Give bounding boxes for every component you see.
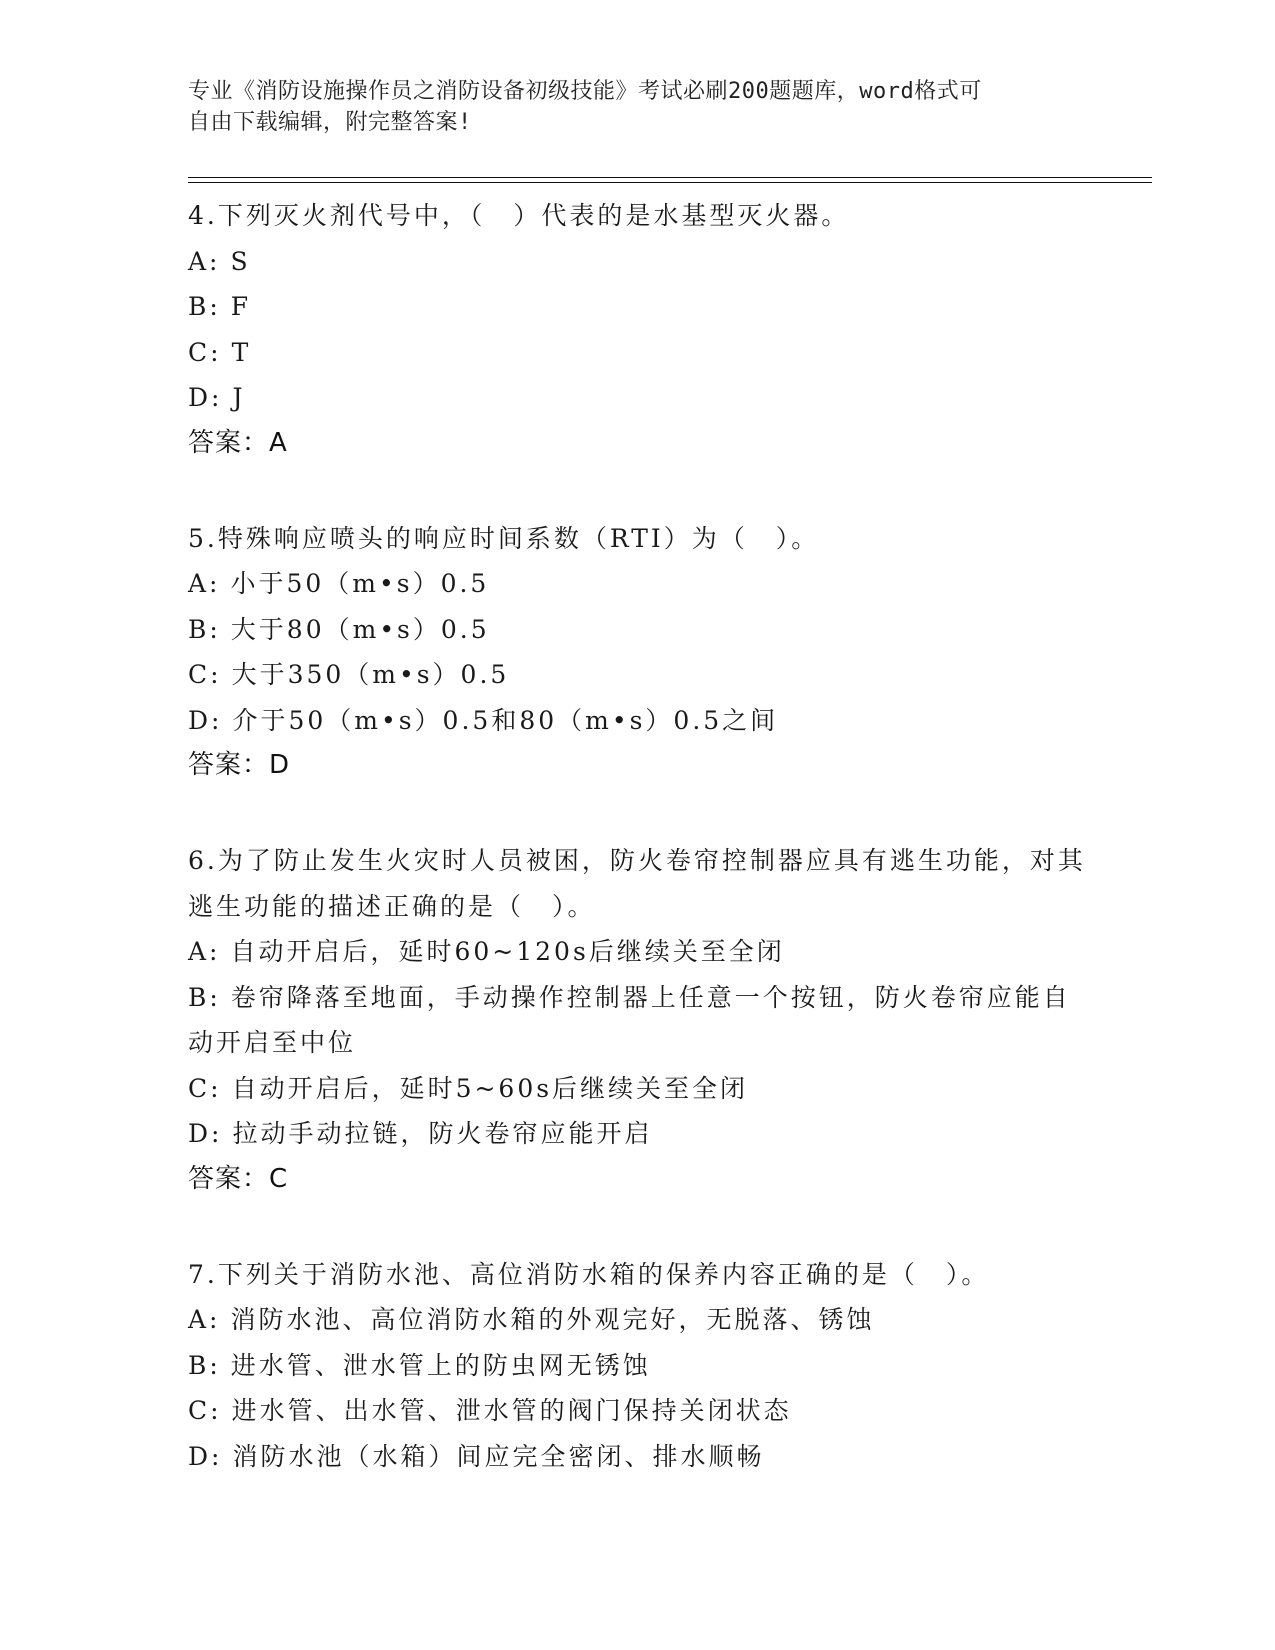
answer-line: 答案：C xyxy=(188,1163,289,1194)
header-line-1: 专业《消防设施操作员之消防设备初级技能》考试必刷200题题库，word格式可 xyxy=(188,79,982,104)
answer-line: 答案：A xyxy=(188,427,288,458)
option-key: D: xyxy=(188,1119,223,1148)
option-text: T xyxy=(231,337,252,367)
question-item xyxy=(188,1252,1088,1480)
option-a xyxy=(188,929,1088,975)
option-key: C: xyxy=(188,660,222,689)
option-key: B: xyxy=(188,292,221,321)
option-text: 卷帘降落至地面，手动操作控制器上任意一个按钮，防火卷帘应能自动开启至中位 xyxy=(188,982,1071,1057)
header-divider-bottom xyxy=(188,182,1152,183)
option-c xyxy=(188,652,1088,698)
option-a xyxy=(188,561,1088,607)
option-key: B: xyxy=(188,1350,221,1380)
option-c xyxy=(188,1388,1088,1434)
question-item xyxy=(188,838,1088,1202)
option-b xyxy=(188,1343,1088,1389)
option-key: A: xyxy=(188,246,221,276)
option-d xyxy=(188,1434,1088,1480)
option-a xyxy=(188,1297,1088,1343)
option-d xyxy=(188,698,1088,744)
question-stem: 6.为了防止发生火灾时人员被困，防火卷帘控制器应具有逃生功能，对其逃生功能的描述正确的是（ ）。 xyxy=(188,846,1086,921)
option-b xyxy=(188,607,1088,653)
option-d xyxy=(188,375,1088,421)
option-key: C: xyxy=(188,337,222,367)
option-text: 大于350（m•s）0.5 xyxy=(231,660,510,689)
option-key: A: xyxy=(188,937,221,966)
header-divider-top xyxy=(188,177,1152,178)
option-text: F xyxy=(230,292,252,321)
option-text: J xyxy=(232,383,246,412)
option-key: B: xyxy=(188,982,221,1012)
option-b xyxy=(188,975,1088,1066)
header-line-2: 自由下载编辑，附完整答案! xyxy=(188,110,472,135)
option-text: 自动开启后，延时5~60s后继续关至全闭 xyxy=(231,1073,749,1103)
option-text: S xyxy=(230,246,251,276)
question-list xyxy=(188,193,1088,1529)
option-key: B: xyxy=(188,614,221,644)
option-text: 进水管、泄水管上的防虫网无锈蚀 xyxy=(230,1350,651,1380)
option-key: D: xyxy=(188,1441,223,1471)
option-key: A: xyxy=(188,1305,221,1334)
question-stem: 4.下列灭火剂代号中，（ ）代表的是水基型灭火器。 xyxy=(188,201,850,230)
question-stem: 7.下列关于消防水池、高位消防水箱的保养内容正确的是（ ）。 xyxy=(188,1259,990,1289)
option-text: 消防水池（水箱）间应完全密闭、排水顺畅 xyxy=(232,1441,765,1471)
option-key: D: xyxy=(188,705,223,735)
question-stem: 5.特殊响应喷头的响应时间系数（RTI）为（ ）。 xyxy=(188,523,820,553)
option-text: 介于50（m•s）0.5和80（m•s）0.5之间 xyxy=(232,705,779,735)
answer-line: 答案：D xyxy=(188,750,291,780)
option-key: A: xyxy=(188,569,221,598)
option-text: 进水管、出水管、泄水管的阀门保持关闭状态 xyxy=(231,1396,792,1425)
option-key: D: xyxy=(188,383,223,412)
question-item xyxy=(188,193,1088,466)
option-text: 小于50（m•s）0.5 xyxy=(230,569,490,598)
option-key: C: xyxy=(188,1073,222,1103)
option-text: 拉动手动拉链，防火卷帘应能开启 xyxy=(232,1119,653,1148)
question-item xyxy=(188,516,1088,789)
option-c xyxy=(188,330,1088,376)
option-key: C: xyxy=(188,1396,222,1425)
option-text: 消防水池、高位消防水箱的外观完好，无脱落、锈蚀 xyxy=(230,1305,875,1334)
option-text: 自动开启后，延时60~120s后继续关至全闭 xyxy=(230,937,785,966)
option-d xyxy=(188,1111,1088,1157)
document-header xyxy=(188,76,1068,138)
option-a xyxy=(188,239,1088,285)
option-c xyxy=(188,1066,1088,1112)
option-b xyxy=(188,284,1088,330)
option-text: 大于80（m•s）0.5 xyxy=(230,614,490,644)
